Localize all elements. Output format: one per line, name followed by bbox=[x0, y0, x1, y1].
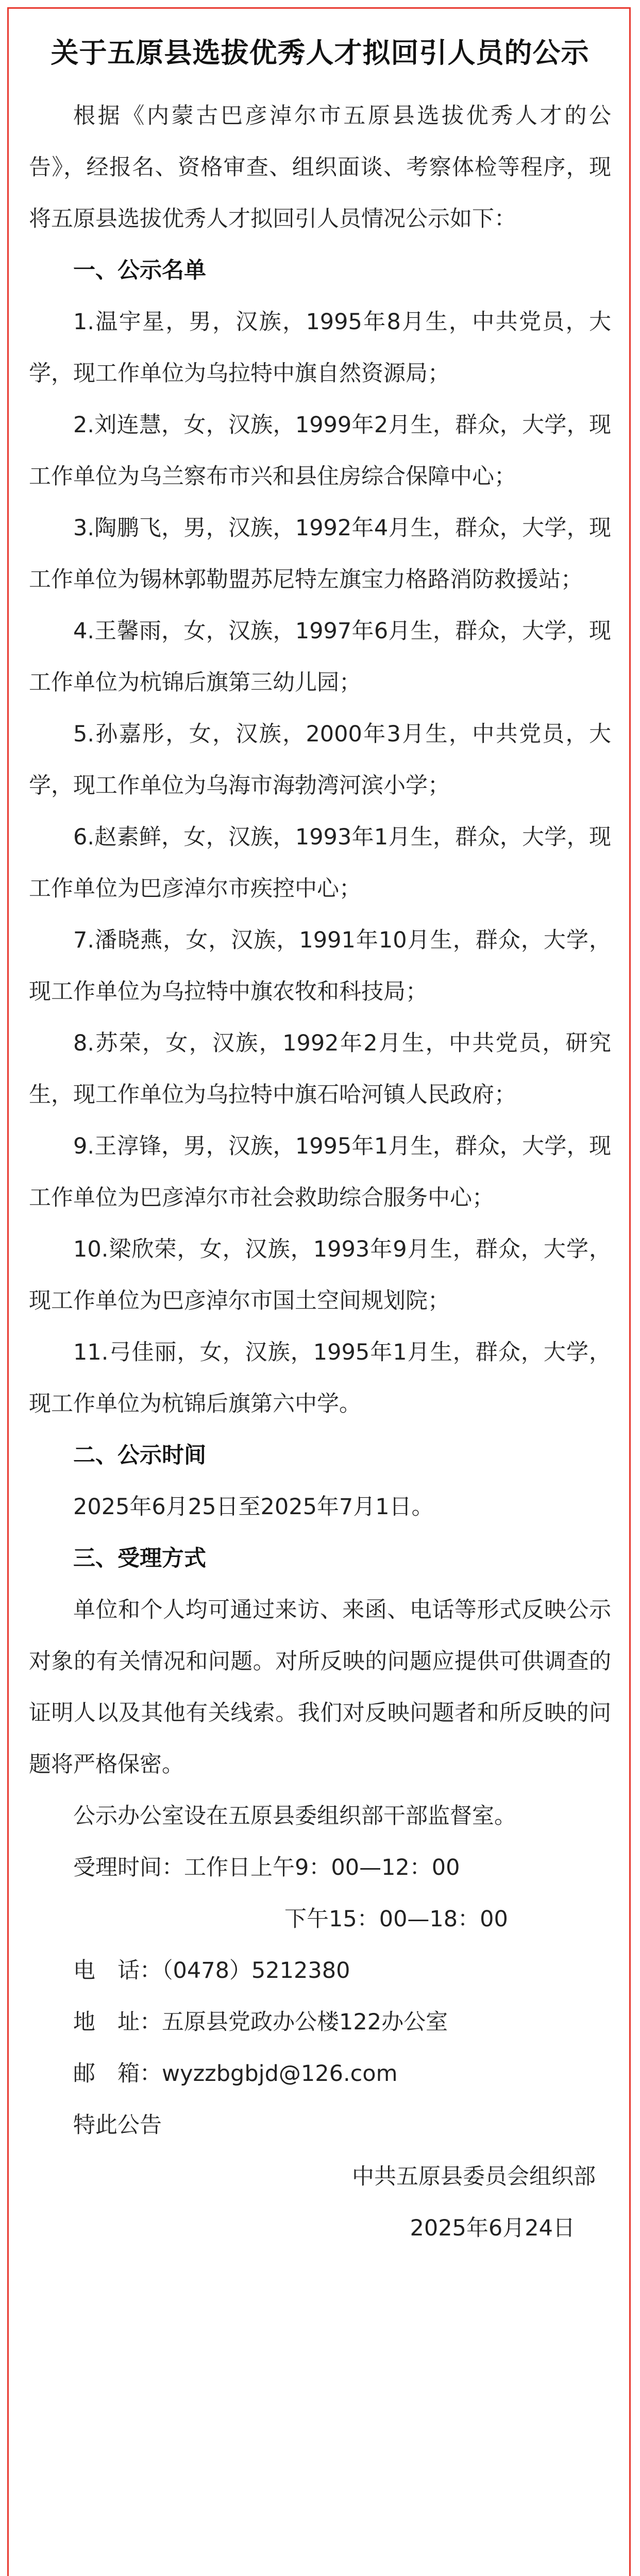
list-item: 8.苏荣，女，汉族，1992年2月生，中共党员，研究生，现工作单位为乌拉特中旗石哈河镇人民政府； bbox=[29, 1030, 611, 1108]
method-paragraph: 单位和个人均可通过来访、来函、电话等形式反映公示对象的有关情况和问题。对所反映的问题应提供可供调查的证明人以及其他有关线索。我们对反映问题者和所反映的问题将严格保密。 bbox=[29, 1597, 611, 1777]
list-item: 3.陶鹏飞，男，汉族，1992年4月生，群众，大学，现工作单位为锡林郭勒盟苏尼特左旗宝力格路消防救援站； bbox=[29, 515, 611, 592]
hours-morning: 受理时间：工作日上午9：00—12：00 bbox=[73, 1855, 460, 1880]
office-location: 公示办公室设在五原县委组织部干部监督室。 bbox=[73, 1803, 516, 1829]
list-item: 11.弓佳丽，女，汉族，1995年1月生，群众，大学，现工作单位为杭锦后旗第六中学。 bbox=[29, 1340, 611, 1417]
list-item: 5.孙嘉彤，女，汉族，2000年3月生，中共党员，大学，现工作单位为乌海市海勃湾河滨小学； bbox=[29, 721, 611, 799]
section-heading-time: 二、公示时间 bbox=[73, 1443, 206, 1468]
intro-paragraph: 根据《内蒙古巴彦淖尔市五原县选拔优秀人才的公告》，经报名、资格审查、组织面谈、考察体检等程序，现将五原县选拔优秀人才拟回引人员情况公示如下： bbox=[29, 103, 611, 232]
contact-phone: 电 话：（0478）5212380 bbox=[73, 1958, 350, 1984]
contact-address: 地 址：五原县党政办公楼122办公室 bbox=[73, 2009, 448, 2035]
section-heading-list: 一、公示名单 bbox=[73, 258, 206, 283]
closing-text: 特此公告 bbox=[73, 2112, 162, 2138]
document-body bbox=[29, 90, 611, 2254]
list-item: 1.温宇星，男，汉族，1995年8月生，中共党员，大学，现工作单位为乌拉特中旗自然资源局； bbox=[29, 309, 611, 386]
publicity-period: 2025年6月25日至2025年7月1日。 bbox=[73, 1494, 434, 1520]
list-item: 7.潘晓燕，女，汉族，1991年10月生，群众，大学，现工作单位为乌拉特中旗农牧和科技局； bbox=[29, 927, 611, 1005]
signature-org: 中共五原县委员会组织部 bbox=[352, 2164, 596, 2190]
hours-afternoon: 下午15：00—18：00 bbox=[284, 1906, 508, 1932]
list-item: 4.王馨雨，女，汉族，1997年6月生，群众，大学，现工作单位为杭锦后旗第三幼儿园； bbox=[29, 618, 611, 696]
contact-email: 邮 箱：wyzzbgbjd@126.com bbox=[73, 2061, 398, 2087]
list-item: 10.梁欣荣，女，汉族，1993年9月生，群众，大学，现工作单位为巴彦淖尔市国土空间规划院； bbox=[29, 1236, 611, 1314]
list-item: 2.刘连慧，女，汉族，1999年2月生，群众，大学，现工作单位为乌兰察布市兴和县住房综合保障中心； bbox=[29, 412, 611, 489]
list-item: 6.赵素鲜，女，汉族，1993年1月生，群众，大学，现工作单位为巴彦淖尔市疾控中心； bbox=[29, 824, 611, 902]
list-item: 9.王淳锋，男，汉族，1995年1月生，群众，大学，现工作单位为巴彦淖尔市社会救助综合服务中心； bbox=[29, 1133, 611, 1211]
signature-date: 2025年6月24日 bbox=[410, 2215, 575, 2241]
section-heading-method: 三、受理方式 bbox=[73, 1546, 206, 1571]
page-title: 关于五原县选拔优秀人才拟回引人员的公示 bbox=[50, 37, 590, 69]
